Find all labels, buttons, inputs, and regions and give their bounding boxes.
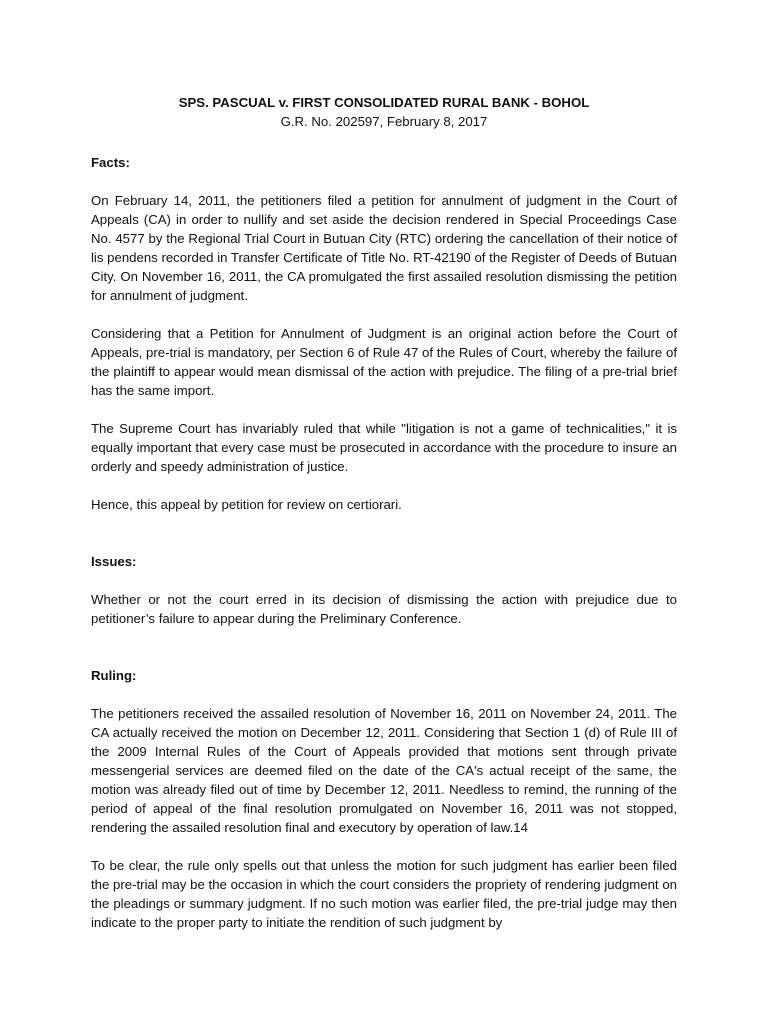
document-page [91, 93, 677, 951]
issues-heading: Issues: [91, 554, 137, 569]
ruling-paragraph-1: The petitioners received the assailed resolution of November 16, 2011 on November 24, 2011. The CA actually received the motion on December 12, 2011. Considering that Section 1 (d) of Rule III of the 2009 Internal Rules of the Court of Appeals provided that motions sent through private messengerial services are deemed filed on the date of the CA's actual receipt of the same, the motion was already filed out of time by December 12, 2011. Needless to remind, the running of the period of appeal of the final resolution promulgated on November 16, 2011 was not stopped, rendering the assailed resolution final and executory by operation of law.14 [91, 706, 677, 835]
facts-heading: Facts: [91, 155, 130, 170]
section-spacer [91, 647, 677, 666]
case-header [91, 93, 677, 131]
ruling-heading: Ruling: [91, 668, 137, 683]
facts-paragraph-1: On February 14, 2011, the petitioners filed a petition for annulment of judgment in the Court of Appeals (CA) in order to nullify and set aside the decision rendered in Special Proceedings Case No. 4577 by the Regional Trial Court in Butuan City (RTC) ordering the cancellation of their notice of lis pendens recorded in Transfer Certificate of Title No. RT-42190 of the Register of Deeds of Butuan City. On November 16, 2011, the CA promulgated the first assailed resolution dismissing the petition for annulment of judgment. [91, 193, 677, 303]
facts-paragraph-4: Hence, this appeal by petition for review on certiorari. [91, 497, 402, 512]
ruling-paragraph-2: To be clear, the rule only spells out that unless the motion for such judgment has earlier been filed the pre-trial may be the occasion in which the court considers the propriety of rendering judgment on the pleadings or summary judgment. If no such motion was earlier filed, the pre-trial judge may then indicate to the proper party to initiate the rendition of such judgment by [91, 858, 677, 930]
facts-paragraph-2: Considering that a Petition for Annulment of Judgment is an original action before the Court of Appeals, pre-trial is mandatory, per Section 6 of Rule 47 of the Rules of Court, whereby the failure of the plaintiff to appear would mean dismissal of the action with prejudice. The filing of a pre-trial brief has the same import. [91, 326, 677, 398]
case-citation: G.R. No. 202597, February 8, 2017 [280, 114, 488, 129]
facts-paragraph-3: The Supreme Court has invariably ruled that while "litigation is not a game of technicalities," it is equally important that every case must be prosecuted in accordance with the procedure to insure an orderly and speedy administration of justice. [91, 421, 677, 474]
case-title: SPS. PASCUAL v. FIRST CONSOLIDATED RURAL BANK - BOHOL [178, 95, 590, 110]
section-spacer [91, 533, 677, 552]
issues-paragraph-1: Whether or not the court erred in its decision of dismissing the action with prejudice due to petitioner’s failure to appear during the Preliminary Conference. [91, 592, 677, 626]
